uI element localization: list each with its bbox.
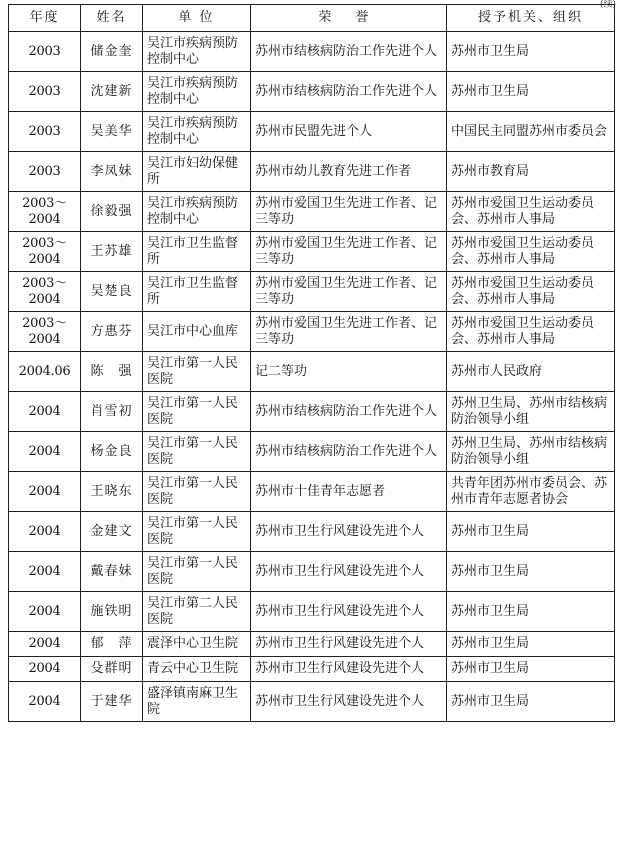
cell-unit: 吴江市中心血库 [143, 312, 251, 352]
cell-authority: 苏州市人民政府 [447, 352, 615, 392]
cell-unit: 吴江市第一人民医院 [143, 352, 251, 392]
table-row [9, 272, 615, 312]
cell-unit: 吴江市疾病预防控制中心 [143, 32, 251, 72]
cell-year: 2004 [9, 512, 81, 552]
cell-authority: 共青年团苏州市委员会、苏州市青年志愿者协会 [447, 472, 615, 512]
table-row [9, 682, 615, 722]
cell-year: 2004 [9, 392, 81, 432]
cell-name: 李凤妹 [81, 152, 143, 192]
cell-year: 2004 [9, 632, 81, 657]
cell-authority: 苏州市卫生局 [447, 657, 615, 682]
cell-year: 2004.06 [9, 352, 81, 392]
cell-authority: 苏州卫生局、苏州市结核病防治领导小组 [447, 432, 615, 472]
cell-unit: 吴江市卫生监督所 [143, 272, 251, 312]
table-row [9, 72, 615, 112]
cell-title: 苏州市十佳青年志愿者 [251, 472, 447, 512]
header-authority: 授予机关、组织 [447, 5, 615, 32]
cell-title: 苏州市结核病防治工作先进个人 [251, 392, 447, 432]
cell-year: 2003 [9, 152, 81, 192]
table-row [9, 192, 615, 232]
cell-title: 苏州市爱国卫生先进工作者、记三等功 [251, 192, 447, 232]
cell-authority: 苏州市教育局 [447, 152, 615, 192]
honors-table [8, 4, 615, 722]
table-row [9, 392, 615, 432]
header-name: 姓名 [81, 5, 143, 32]
cell-name: 肖雪初 [81, 392, 143, 432]
cell-year: 2004 [9, 657, 81, 682]
cell-authority: 苏州市卫生局 [447, 512, 615, 552]
cell-authority: 苏州市爱国卫生运动委员会、苏州市人事局 [447, 192, 615, 232]
table-header [9, 5, 615, 32]
table-row [9, 657, 615, 682]
cell-unit: 吴江市第二人民医院 [143, 592, 251, 632]
cell-title: 苏州市结核病防治工作先进个人 [251, 72, 447, 112]
continued-note: (续) [599, 0, 616, 10]
cell-name: 吴楚良 [81, 272, 143, 312]
cell-name: 王苏雄 [81, 232, 143, 272]
cell-name: 沈建新 [81, 72, 143, 112]
cell-title: 苏州市卫生行风建设先进个人 [251, 552, 447, 592]
cell-unit: 吴江市疾病预防控制中心 [143, 192, 251, 232]
cell-title: 苏州市爱国卫生先进工作者、记三等功 [251, 232, 447, 272]
table-row [9, 352, 615, 392]
cell-authority: 苏州卫生局、苏州市结核病防治领导小组 [447, 392, 615, 432]
cell-name: 方惠芬 [81, 312, 143, 352]
cell-title: 苏州市卫生行风建设先进个人 [251, 512, 447, 552]
cell-authority: 苏州市爱国卫生运动委员会、苏州市人事局 [447, 312, 615, 352]
cell-title: 苏州市卫生行风建设先进个人 [251, 657, 447, 682]
cell-year: 2003 [9, 112, 81, 152]
cell-year: 2003～2004 [9, 232, 81, 272]
cell-authority: 苏州市卫生局 [447, 632, 615, 657]
table-row [9, 232, 615, 272]
cell-name: 戴春妹 [81, 552, 143, 592]
cell-name: 杨金良 [81, 432, 143, 472]
cell-unit: 吴江市第一人民医院 [143, 552, 251, 592]
cell-unit: 吴江市妇幼保健所 [143, 152, 251, 192]
cell-authority: 苏州市卫生局 [447, 682, 615, 722]
cell-unit: 吴江市第一人民医院 [143, 392, 251, 432]
header-title: 荣 誉 [251, 5, 447, 32]
cell-name: 殳群明 [81, 657, 143, 682]
header-row [9, 5, 615, 32]
cell-year: 2004 [9, 472, 81, 512]
cell-title: 苏州市民盟先进个人 [251, 112, 447, 152]
cell-year: 2004 [9, 592, 81, 632]
cell-unit: 吴江市第一人民医院 [143, 472, 251, 512]
cell-authority: 苏州市卫生局 [447, 592, 615, 632]
cell-unit: 吴江市第一人民医院 [143, 432, 251, 472]
table-row [9, 512, 615, 552]
cell-authority: 苏州市卫生局 [447, 552, 615, 592]
cell-year: 2003～2004 [9, 312, 81, 352]
cell-title: 苏州市幼儿教育先进工作者 [251, 152, 447, 192]
cell-unit: 吴江市第一人民医院 [143, 512, 251, 552]
cell-title: 苏州市卫生行风建设先进个人 [251, 632, 447, 657]
table-row [9, 632, 615, 657]
cell-authority: 苏州市爱国卫生运动委员会、苏州市人事局 [447, 272, 615, 312]
table-row [9, 112, 615, 152]
cell-year: 2003 [9, 72, 81, 112]
cell-unit: 青云中心卫生院 [143, 657, 251, 682]
cell-year: 2004 [9, 432, 81, 472]
cell-title: 苏州市卫生行风建设先进个人 [251, 592, 447, 632]
cell-name: 储金奎 [81, 32, 143, 72]
cell-name: 王晓东 [81, 472, 143, 512]
table-row [9, 312, 615, 352]
cell-authority: 苏州市卫生局 [447, 72, 615, 112]
cell-year: 2003～2004 [9, 192, 81, 232]
cell-name: 吴美华 [81, 112, 143, 152]
cell-unit: 吴江市疾病预防控制中心 [143, 72, 251, 112]
cell-title: 苏州市结核病防治工作先进个人 [251, 432, 447, 472]
cell-name: 郁 萍 [81, 632, 143, 657]
table-body [9, 32, 615, 722]
cell-year: 2004 [9, 682, 81, 722]
cell-year: 2003～2004 [9, 272, 81, 312]
table-row [9, 552, 615, 592]
table-row [9, 432, 615, 472]
header-unit: 单 位 [143, 5, 251, 32]
cell-year: 2004 [9, 552, 81, 592]
cell-authority: 中国民主同盟苏州市委员会 [447, 112, 615, 152]
table-row [9, 152, 615, 192]
table-row [9, 592, 615, 632]
cell-authority: 苏州市爱国卫生运动委员会、苏州市人事局 [447, 232, 615, 272]
cell-name: 金建文 [81, 512, 143, 552]
cell-name: 徐毅强 [81, 192, 143, 232]
cell-name: 于建华 [81, 682, 143, 722]
cell-unit: 震泽中心卫生院 [143, 632, 251, 657]
cell-title: 苏州市结核病防治工作先进个人 [251, 32, 447, 72]
cell-title: 苏州市爱国卫生先进工作者、记三等功 [251, 312, 447, 352]
cell-authority: 苏州市卫生局 [447, 32, 615, 72]
cell-year: 2003 [9, 32, 81, 72]
cell-name: 施铁明 [81, 592, 143, 632]
header-year: 年度 [9, 5, 81, 32]
cell-unit: 吴江市卫生监督所 [143, 232, 251, 272]
table-row [9, 32, 615, 72]
cell-unit: 盛泽镇南麻卫生院 [143, 682, 251, 722]
cell-name: 陈 强 [81, 352, 143, 392]
cell-title: 记二等功 [251, 352, 447, 392]
cell-title: 苏州市卫生行风建设先进个人 [251, 682, 447, 722]
table-row [9, 472, 615, 512]
cell-title: 苏州市爱国卫生先进工作者、记三等功 [251, 272, 447, 312]
cell-unit: 吴江市疾病预防控制中心 [143, 112, 251, 152]
